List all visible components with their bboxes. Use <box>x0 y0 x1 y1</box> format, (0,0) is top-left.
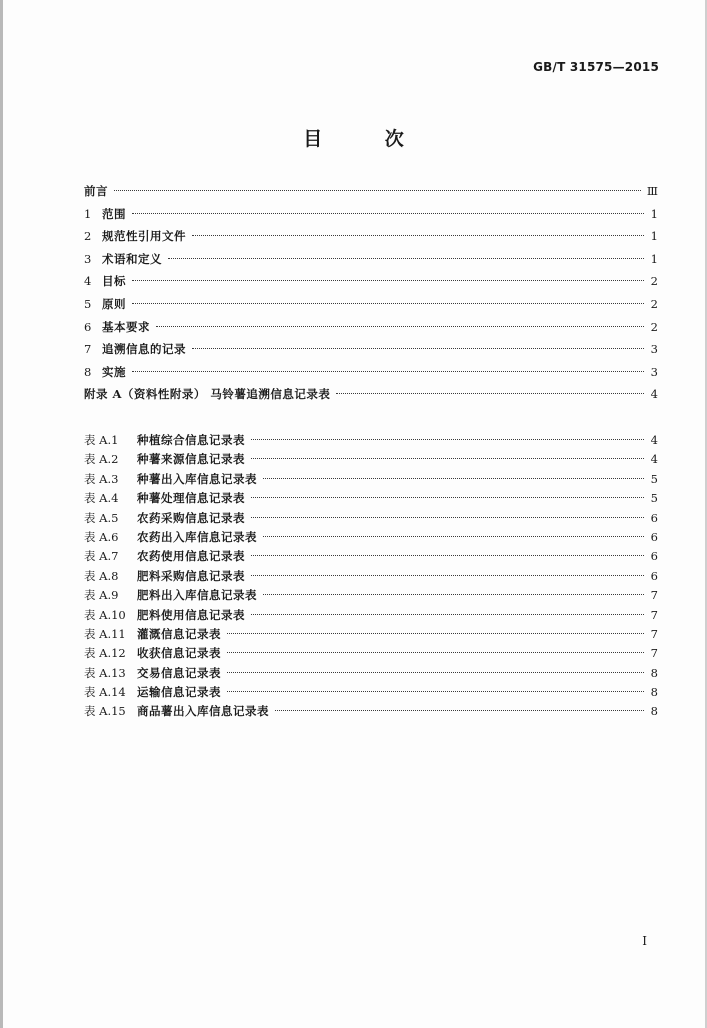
toc-entry-label: 灌溉信息记录表 <box>137 626 221 641</box>
dot-leader <box>336 393 644 394</box>
toc-table-entry[interactable] <box>84 702 658 721</box>
toc-entry-number: 2 <box>84 229 92 244</box>
toc-entry-number: 表 A.14 <box>84 685 126 700</box>
toc-entry-number: 表 A.4 <box>84 491 119 506</box>
toc-table-entry[interactable] <box>84 586 658 605</box>
toc-entry-label: 规范性引用文件 <box>102 229 186 244</box>
toc-entry[interactable] <box>84 248 658 271</box>
toc-entry-number: 表 A.1 <box>84 433 119 447</box>
toc-entry-label: 附录 A（资料性附录） 马铃薯追溯信息记录表 <box>84 387 331 402</box>
page-left-edge <box>0 0 3 1028</box>
toc-entry-number: 1 <box>84 206 92 221</box>
toc-table-entry[interactable] <box>84 431 658 450</box>
toc-entry-label: 农药出入库信息记录表 <box>137 529 257 544</box>
dot-leader <box>275 710 644 711</box>
page-title: 目 次 <box>303 128 432 150</box>
toc-entry-label: 种薯来源信息记录表 <box>137 452 245 467</box>
dot-leader <box>192 348 644 349</box>
toc-entry-number: 表 A.3 <box>84 471 119 486</box>
toc-entry-number: 表 A.9 <box>84 588 119 603</box>
toc-table-entry[interactable] <box>84 644 658 663</box>
toc-entry-label: 前言 <box>84 184 108 198</box>
toc-entry-number: 7 <box>84 342 92 357</box>
toc-entry[interactable] <box>84 316 658 339</box>
toc-entry-number: 表 A.6 <box>84 529 119 544</box>
toc-entry-page: 2 <box>650 296 658 311</box>
dot-leader <box>227 633 644 634</box>
dot-leader <box>227 672 644 673</box>
toc-entry[interactable] <box>84 383 658 406</box>
toc-entry-label: 收获信息记录表 <box>137 646 221 661</box>
toc-entry-number: 表 A.2 <box>84 452 119 467</box>
dot-leader <box>251 555 644 556</box>
toc-entry-page: 2 <box>650 274 658 289</box>
dot-leader <box>227 652 644 653</box>
dot-leader <box>227 691 644 692</box>
toc-entry-page: 6 <box>650 549 658 564</box>
dot-leader <box>132 280 644 281</box>
toc-entry-page: 4 <box>650 452 658 467</box>
toc-entry-page: 4 <box>650 387 658 402</box>
toc-entry-page: 1 <box>650 251 658 266</box>
toc-entry-label: 交易信息记录表 <box>137 665 221 680</box>
dot-leader <box>192 235 644 236</box>
toc-entry-label: 农药采购信息记录表 <box>137 510 245 525</box>
toc-entry[interactable] <box>84 270 658 293</box>
dot-leader <box>132 371 644 372</box>
toc-entry-label: 肥料采购信息记录表 <box>137 568 245 583</box>
toc-entry-label: 种薯处理信息记录表 <box>137 491 245 506</box>
toc-entry-page: 7 <box>650 646 658 661</box>
toc-table-entry[interactable] <box>84 567 658 586</box>
toc-entry-label: 术语和定义 <box>102 251 162 266</box>
toc-entry-page: 1 <box>650 229 658 244</box>
toc-entry-page: 3 <box>650 364 658 379</box>
toc-entry-label: 运输信息记录表 <box>137 685 221 700</box>
toc-entry[interactable] <box>84 203 658 226</box>
dot-leader <box>263 536 644 537</box>
toc-table-entry[interactable] <box>84 683 658 702</box>
toc-entry-number: 表 A.5 <box>84 510 119 525</box>
toc-entry-number: 表 A.15 <box>84 704 126 719</box>
toc-entry-page: 5 <box>650 471 658 486</box>
dot-leader <box>168 258 644 259</box>
dot-leader <box>251 458 644 459</box>
dot-leader <box>251 517 644 518</box>
toc-entry-number: 表 A.13 <box>84 665 126 680</box>
dot-leader <box>251 439 644 440</box>
toc-table-entry[interactable] <box>84 625 658 644</box>
toc-entry[interactable] <box>84 361 658 384</box>
toc-entry[interactable] <box>84 293 658 316</box>
toc-entry-page: 8 <box>650 704 658 719</box>
toc-entry-label: 追溯信息的记录 <box>102 342 186 357</box>
toc-entry-number: 5 <box>84 296 92 311</box>
toc-entry[interactable] <box>84 338 658 361</box>
toc-entry-number: 表 A.8 <box>84 568 119 583</box>
toc-entry-page: 8 <box>650 685 658 700</box>
toc-entry-number: 表 A.11 <box>84 626 126 641</box>
toc-entry-number: 表 A.10 <box>84 607 126 622</box>
toc-entry-label: 肥料出入库信息记录表 <box>137 588 257 603</box>
toc-entry-label: 范围 <box>102 206 126 221</box>
toc-entry-number: 表 A.7 <box>84 549 119 564</box>
toc-entry[interactable] <box>84 225 658 248</box>
toc-entry[interactable] <box>84 180 658 203</box>
toc-entry-page: 5 <box>650 491 658 506</box>
toc-entry-label: 种植综合信息记录表 <box>137 433 245 447</box>
dot-leader <box>251 614 644 615</box>
dot-leader <box>263 594 644 595</box>
toc-entry-number: 4 <box>84 274 92 289</box>
toc-table-entry[interactable] <box>84 489 658 508</box>
toc-entry-page: 3 <box>650 342 658 357</box>
dot-leader <box>263 478 644 479</box>
toc-table-entry[interactable] <box>84 664 658 683</box>
toc-entry-label: 农药使用信息记录表 <box>137 549 245 564</box>
toc-entry-label: 基本要求 <box>102 319 150 334</box>
page-number: I <box>642 934 647 948</box>
toc-entry-page: 7 <box>650 607 658 622</box>
toc-table-entry[interactable] <box>84 509 658 528</box>
toc-table-entry[interactable] <box>84 450 658 469</box>
dot-leader <box>132 303 644 304</box>
toc-entry-page: 8 <box>650 665 658 680</box>
toc-table-entry[interactable] <box>84 470 658 489</box>
toc-entry-label: 实施 <box>102 364 126 379</box>
toc-table-entry[interactable] <box>84 547 658 566</box>
toc-entry-label: 原则 <box>102 296 126 311</box>
toc-entry-label: 商品薯出入库信息记录表 <box>137 704 269 719</box>
toc-entry-page: 1 <box>650 206 658 221</box>
toc-entry-page: 2 <box>650 319 658 334</box>
toc-entry-number: 6 <box>84 319 92 334</box>
toc-entry-page: 7 <box>650 626 658 641</box>
toc-entry-label: 种薯出入库信息记录表 <box>137 471 257 486</box>
toc-entry-page: 4 <box>650 433 658 447</box>
toc-entry-page: 7 <box>650 588 658 603</box>
toc-entry-page: 6 <box>650 568 658 583</box>
dot-leader <box>156 326 644 327</box>
toc-table-entry[interactable] <box>84 606 658 625</box>
dot-leader <box>251 575 644 576</box>
dot-leader <box>132 213 644 214</box>
toc-main-list <box>84 180 658 406</box>
toc-table-entry[interactable] <box>84 528 658 547</box>
dot-leader <box>251 497 644 498</box>
toc-entry-label: 目标 <box>102 274 126 289</box>
toc-entry-number: 8 <box>84 364 92 379</box>
toc-entry-number: 表 A.12 <box>84 646 126 661</box>
toc-entry-page: 6 <box>650 510 658 525</box>
toc-tables-list <box>84 431 658 722</box>
standard-code: GB/T 31575—2015 <box>533 60 659 74</box>
toc-entry-number: 3 <box>84 251 92 266</box>
toc-entry-label: 肥料使用信息记录表 <box>137 607 245 622</box>
toc-entry-page: 6 <box>650 529 658 544</box>
dot-leader <box>114 190 641 191</box>
toc-entry-page: Ⅲ <box>646 184 658 198</box>
